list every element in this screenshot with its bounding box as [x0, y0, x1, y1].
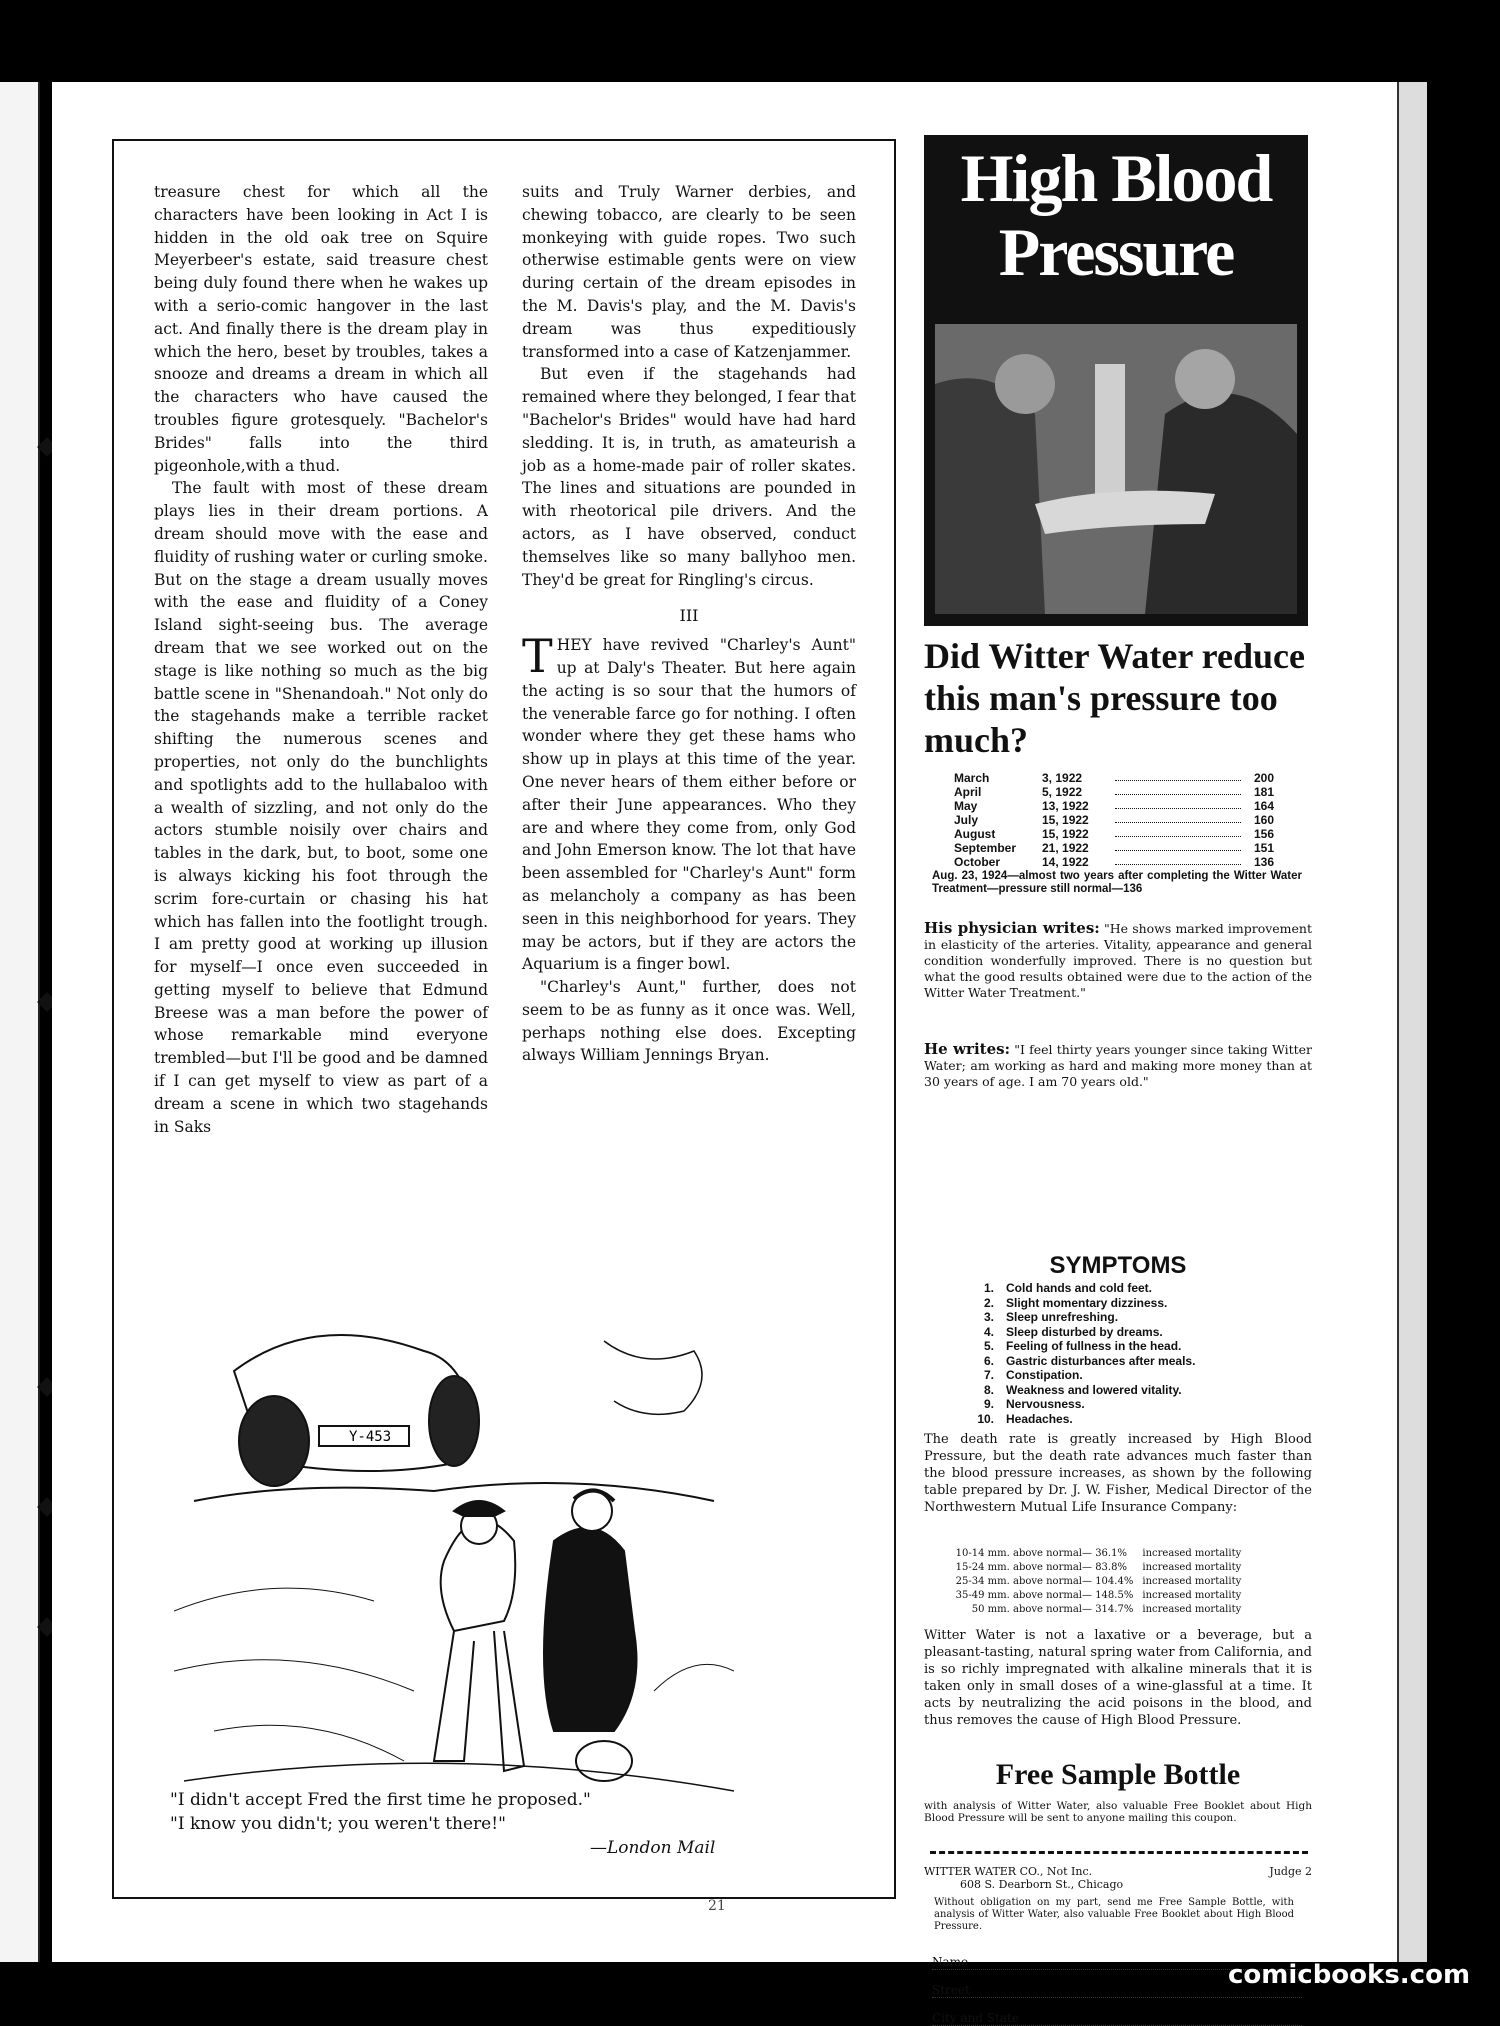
list-item: 1. Cold hands and cold feet. [983, 1281, 1153, 1295]
table-row: 25-34 mm. above normal— 104.4% increased mortality [955, 1576, 1242, 1587]
death-rate-text: The death rate is greatly increased by High Blood Pressure, but the death rate advances much faster than the blood pressure increases, as shown by the following table prepared by Dr. J. W. Fisher, Medical Director of the Northwestern Mutual Life Insurance Company: [924, 1432, 1312, 1515]
coupon-city-field[interactable]: City and State [932, 2011, 1302, 2026]
article-column-1 [154, 181, 488, 1138]
previous-page-edge [0, 82, 40, 1962]
reading-row: August 15, 1922 156 [954, 827, 1274, 841]
pressure-readings-table [954, 771, 1274, 869]
coupon-text: Without obligation on my part, send me Free Sample Bottle, with analysis of Witter Water, also valuable Free Booklet about High Blood Pressure. [934, 1897, 1294, 1932]
drop-cap: T [522, 629, 553, 684]
witter-water-ad [924, 135, 1313, 2025]
section-heading: III [679, 606, 699, 626]
paragraph: treasure chest for which all the characters have been looking in Act I is hidden in the old oak tree on Squire Meyerbeer's estate, said treasure chest being duly found there when he wakes up with a serio-comic hangover in the last act. And finally there is the dream play in which the hero, beset by troubles, takes a snooze and dreams a dream in which all the characters who have caused the troubles figure grotesquely. "Bachelor's Brides" falls into the third pigeonhole,with a thud. [154, 183, 488, 475]
ad-title-line: High Blood [960, 140, 1272, 216]
reading-row: May 13, 1922 164 [954, 799, 1274, 813]
ad-banner [924, 135, 1308, 626]
table-row: 50 mm. above normal— 314.7% increased mortality [971, 1604, 1242, 1615]
page-number: 21 [708, 1898, 726, 1914]
list-item: 3. Sleep unrefreshing. [983, 1310, 1119, 1324]
ad-question: Did Witter Water reduce this man's pressure too much? [924, 636, 1305, 760]
paragraph: HEY have revived "Charley's Aunt" up at Daly's Theater. But here again the acting is so sour that the humors of the venerable farce go for nothing. I often wonder where they get these hams who show up in plays at this time of the year. One never hears of them either before or after their June appearances. Who they are and where they come from, only God and John Emerson know. The lot that have been assembled for "Charley's Aunt" form as melancholy a company as has been seen in this neighborhood for years. They may be actors, but if they are actors the Aquarium is a finger bowl. [522, 636, 856, 974]
symptoms-heading: SYMPTOMS [1049, 1252, 1187, 1279]
ad-photo [935, 324, 1297, 614]
cartoon-illustration [174, 1311, 734, 1831]
page-edge [1397, 82, 1427, 1962]
paragraph: "Charley's Aunt," further, does not seem to be as funny as it once was. Well, perhaps nothing else does. Excepting always William Jennings Bryan. [522, 978, 856, 1065]
site-watermark: comicbooks.com [1228, 1960, 1471, 1990]
list-item: 9. Nervousness. [983, 1397, 1085, 1411]
reading-note: Aug. 23, 1924—almost two years after completing the Witter Water Treatment—pressure still normal—136 [932, 870, 1302, 895]
list-item: 7. Constipation. [983, 1368, 1083, 1382]
reading-row: July 15, 1922 160 [954, 813, 1274, 827]
free-sample-text: with analysis of Witter Water, also valuable Free Booklet about High Blood Pressure will be sent to anyone mailing this coupon. [924, 1800, 1312, 1824]
coupon-cut-line [930, 1851, 1308, 1854]
list-item: 2. Slight momentary dizziness. [983, 1295, 1168, 1310]
caption-line: "I know you didn't; you weren't there!" [170, 1814, 506, 1834]
coupon-header: WITTER WATER CO., Not Inc. Judge 2 608 S. Dearborn St., Chicago [924, 1865, 1312, 1891]
article-column-2 [522, 181, 856, 1067]
ad-title-line: Pressure [998, 214, 1234, 290]
reading-row: October 14, 1922 136 [954, 855, 1274, 869]
list-item: 10. Headaches. [977, 1411, 1073, 1426]
symptoms-list [964, 1281, 1195, 1426]
list-item: 8. Weakness and lowered vitality. [983, 1382, 1182, 1397]
caption-line: "I didn't accept Fred the first time he proposed." [170, 1790, 591, 1810]
reading-row: March 3, 1922 200 [954, 771, 1274, 785]
coupon-name-field[interactable]: Name [932, 1955, 1302, 1970]
list-item: 5. Feeling of fullness in the head. [983, 1339, 1182, 1353]
reading-row: April 5, 1922 181 [954, 785, 1274, 799]
license-plate: Y-453 [349, 1429, 392, 1445]
table-row: 35-49 mm. above normal— 148.5% increased mortality [955, 1590, 1242, 1601]
free-sample-heading: Free Sample Bottle [995, 1758, 1241, 1791]
witter-description: Witter Water is not a laxative or a beverage, but a pleasant-tasting, natural spring water from California, and is so richly impregnated with alkaline minerals that it is taken only in small doses of a wine-glassful at a time. It acts by neutralizing the acid poisons in the blood, and thus removes the cause of High Blood Pressure. [924, 1628, 1312, 1728]
mortality-table [942, 1547, 1241, 1617]
cartoon-credit: —London Mail [590, 1838, 716, 1858]
paragraph: But even if the stagehands had remained where they belonged, I fear that "Bachelor's Brides" would have had hard sledding. It is, in truth, as amateurish a job as a home-made pair of roller skates. The lines and situations are pounded in with rheotorical pile drivers. And the actors, as I have observed, conduct themselves like so many ballyhoo men. They'd be great for Ringling's circus. [522, 365, 856, 589]
table-row: 15-24 mm. above normal— 83.8% increased mortality [955, 1562, 1242, 1573]
coupon-street-field[interactable]: Street [932, 1983, 1302, 1998]
patient-quote: He writes: "I feel thirty years younger since taking Witter Water; am working as hard and making more money than at 30 years of age. I am 70 years old." [924, 1040, 1312, 1089]
table-row: 10-14 mm. above normal— 36.1% increased mortality [955, 1548, 1242, 1559]
cartoon-caption [170, 1788, 730, 1836]
list-item: 6. Gastric disturbances after meals. [983, 1353, 1196, 1368]
article-box [112, 139, 896, 1899]
reading-row: September 21, 1922 151 [954, 841, 1274, 855]
physician-quote: His physician writes: "He shows marked improvement in elasticity of the arteries. Vitality, appearance and general condition wonderfully improved. There is no question but what the good results obtained were due to the action of the Witter Water Treatment." [924, 919, 1313, 1000]
paragraph: suits and Truly Warner derbies, and chewing tobacco, are clearly to be seen monkeying with guide ropes. Two such otherwise estimable gents were on view during certain of the dream episodes in the M. Davis's play, and the M. Davis's dream was thus expeditiously transformed into a case of Katzenjammer. [522, 183, 856, 361]
list-item: 4. Sleep disturbed by dreams. [983, 1324, 1163, 1339]
paragraph: The fault with most of these dream plays lies in their dream portions. A dream should move with the ease and fluidity of rushing water or curling smoke. But on the stage a dream usually moves with the ease and fluidity of a Coney Island sight-seeing bus. The average dream that we see worked out on the stage is like nothing so much as the big battle scene in "Shenandoah." Not only do the stagehands make a terrible racket shifting the numerous scenes and properties, not only do the bunchlights and spotlights add to the hullabaloo with a wealth of sizzling, and not only do the actors stumble noisily over chairs and tables in the dark, but, to boot, some one is always kicking his foot through the scrim fore-curtain or chasing his hat which has fallen into the footlight trough. I am pretty good at working up illusion for myself—I once even succeeded in getting myself to believe that Edmund Breese was a man before the power of whose remarkable mind everyone trembled—but I'll be good and be damned if I can get myself to view as part of a dream a scene in which two stagehands in Saks [154, 479, 488, 1136]
